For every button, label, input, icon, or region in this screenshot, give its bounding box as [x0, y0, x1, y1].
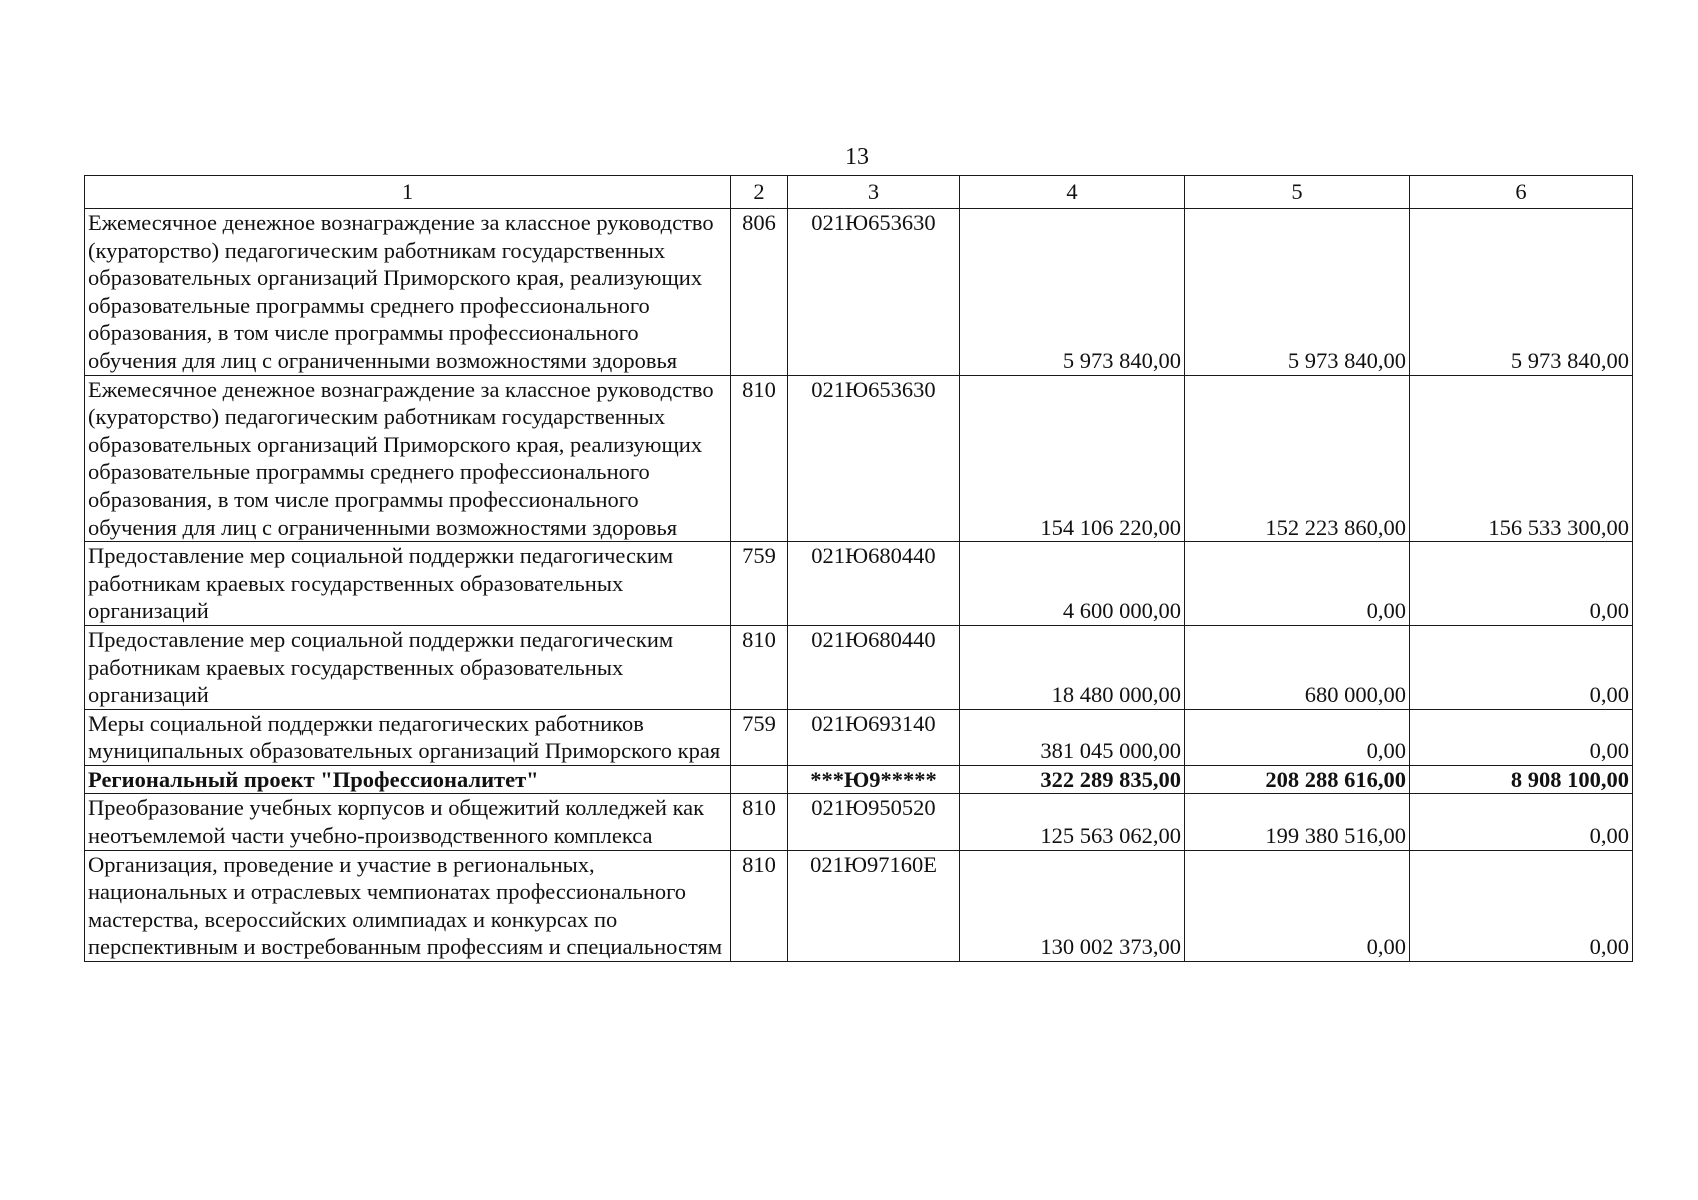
cell-target-article: 021Ю680440	[788, 625, 960, 709]
table-row	[85, 209, 1633, 376]
cell-amount-col4: 322 289 835,00	[960, 765, 1185, 794]
cell-amount-col5: 680 000,00	[1185, 625, 1410, 709]
header-col-6: 6	[1410, 176, 1633, 209]
cell-amount-col4: 154 106 220,00	[960, 375, 1185, 542]
cell-amount-col4: 18 480 000,00	[960, 625, 1185, 709]
table-row	[85, 850, 1633, 961]
table-body	[85, 209, 1633, 962]
cell-name: Меры социальной поддержки педагогических работников муниципальных образовательных организаций Приморского края	[85, 709, 731, 765]
cell-amount-col6: 0,00	[1410, 542, 1633, 626]
cell-amount-col5: 208 288 616,00	[1185, 765, 1410, 794]
cell-amount-col4: 381 045 000,00	[960, 709, 1185, 765]
cell-amount-col5: 152 223 860,00	[1185, 375, 1410, 542]
cell-amount-col6: 156 533 300,00	[1410, 375, 1633, 542]
cell-amount-col5: 0,00	[1185, 709, 1410, 765]
cell-amount-col5: 5 973 840,00	[1185, 209, 1410, 376]
cell-amount-col5: 199 380 516,00	[1185, 794, 1410, 850]
cell-name: Организация, проведение и участие в региональных, национальных и отраслевых чемпионатах профессионального мастерства, всероссийских олимпиадах и конкурсах по перспективным и востребованным профессиям и специальностям	[85, 850, 731, 961]
header-col-3: 3	[788, 176, 960, 209]
cell-amount-col6: 0,00	[1410, 794, 1633, 850]
cell-target-article: 021Ю97160Е	[788, 850, 960, 961]
page-number: 13	[845, 144, 869, 170]
cell-amount-col4: 4 600 000,00	[960, 542, 1185, 626]
cell-amount-col6: 8 908 100,00	[1410, 765, 1633, 794]
cell-grbs-code: 759	[731, 542, 788, 626]
cell-amount-col4: 130 002 373,00	[960, 850, 1185, 961]
cell-grbs-code: 810	[731, 850, 788, 961]
table-row	[85, 625, 1633, 709]
cell-amount-col4: 125 563 062,00	[960, 794, 1185, 850]
cell-amount-col4: 5 973 840,00	[960, 209, 1185, 376]
cell-amount-col6: 0,00	[1410, 709, 1633, 765]
cell-grbs-code: 810	[731, 794, 788, 850]
cell-name: Преобразование учебных корпусов и общежитий колледжей как неотъемлемой части учебно-производственного комплекса	[85, 794, 731, 850]
table-row	[85, 709, 1633, 765]
cell-target-article: 021Ю680440	[788, 542, 960, 626]
table-row-section	[85, 765, 1633, 794]
cell-grbs-code: 810	[731, 375, 788, 542]
header-col-2: 2	[731, 176, 788, 209]
cell-target-article: 021Ю653630	[788, 375, 960, 542]
cell-amount-col6: 5 973 840,00	[1410, 209, 1633, 376]
cell-target-article: ***Ю9*****	[788, 765, 960, 794]
header-row	[85, 176, 1633, 209]
table-row	[85, 375, 1633, 542]
header-col-1: 1	[85, 176, 731, 209]
cell-amount-col6: 0,00	[1410, 625, 1633, 709]
cell-amount-col5: 0,00	[1185, 542, 1410, 626]
table-row	[85, 794, 1633, 850]
cell-grbs-code: 806	[731, 209, 788, 376]
cell-name: Предоставление мер социальной поддержки педагогическим работникам краевых государственных образовательных организаций	[85, 625, 731, 709]
cell-target-article: 021Ю693140	[788, 709, 960, 765]
cell-grbs-code	[731, 765, 788, 794]
header-col-5: 5	[1185, 176, 1410, 209]
table-row	[85, 542, 1633, 626]
cell-target-article: 021Ю950520	[788, 794, 960, 850]
cell-name: Ежемесячное денежное вознаграждение за классное руководство (кураторство) педагогическим работникам государственных образовательных организаций Приморского края, реализующих образовательные программы среднего профессионального образования, в том числе программы профессионального обучения для лиц с ограниченными возможностями здоровья	[85, 209, 731, 376]
cell-grbs-code: 810	[731, 625, 788, 709]
cell-target-article: 021Ю653630	[788, 209, 960, 376]
cell-grbs-code: 759	[731, 709, 788, 765]
cell-amount-col6: 0,00	[1410, 850, 1633, 961]
cell-amount-col5: 0,00	[1185, 850, 1410, 961]
cell-name: Предоставление мер социальной поддержки педагогическим работникам краевых государственных образовательных организаций	[85, 542, 731, 626]
cell-name: Региональный проект "Профессионалитет"	[85, 765, 731, 794]
budget-table	[84, 175, 1633, 962]
header-col-4: 4	[960, 176, 1185, 209]
cell-name: Ежемесячное денежное вознаграждение за классное руководство (кураторство) педагогическим работникам государственных образовательных организаций Приморского края, реализующих образовательные программы среднего профессионального образования, в том числе программы профессионального обучения для лиц с ограниченными возможностями здоровья	[85, 375, 731, 542]
